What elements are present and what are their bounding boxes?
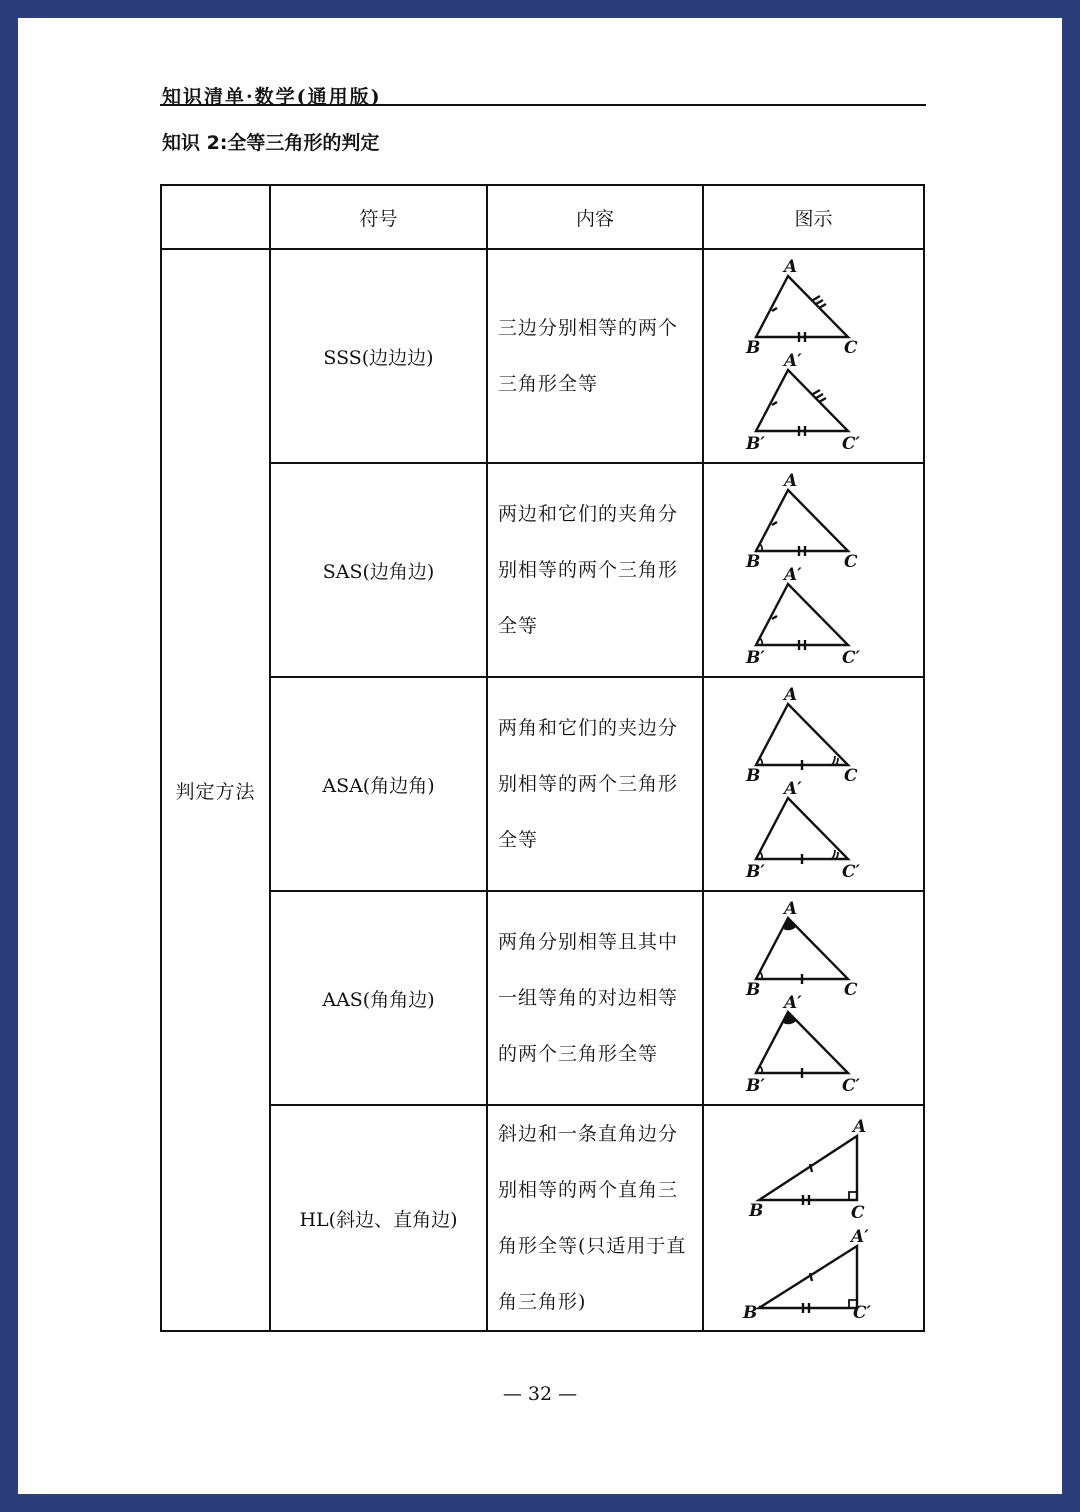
running-header: 知识清单·数学(通用版) xyxy=(162,86,382,108)
vertex-label-b-prime: B′ xyxy=(745,434,765,454)
vertex-label-b: B xyxy=(745,766,760,786)
vertex-label-a-prime: A′ xyxy=(850,1227,869,1247)
vertex-label-a: A xyxy=(852,1117,866,1137)
content-cell: 两角和它们的夹边分别相等的两个三角形全等 xyxy=(487,677,703,891)
vertex-label-c-prime: C′ xyxy=(841,862,860,882)
vertex-label-b-prime: B′ xyxy=(745,862,765,882)
content-cell: 斜边和一条直角边分别相等的两个直角三角形全等(只适用于直角三角形) xyxy=(487,1105,703,1331)
header-rule xyxy=(160,104,926,106)
vertex-label-c: C xyxy=(843,980,858,1000)
vertex-label-c: C xyxy=(850,1203,865,1223)
page-number: — 32 — xyxy=(502,1383,578,1405)
vertex-label-b-prime: B′ xyxy=(745,648,765,668)
vertex-label-b: B xyxy=(745,338,760,358)
method-label: 判定方法 xyxy=(161,249,270,1331)
vertex-label-c-prime: C′ xyxy=(852,1303,871,1320)
vertex-label-c: C xyxy=(843,552,858,572)
table-row xyxy=(161,249,924,463)
vertex-label-a-prime: A′ xyxy=(783,351,802,371)
vertex-label-b-prime: B′ xyxy=(742,1303,762,1320)
figure-cell xyxy=(703,1105,924,1331)
column-header-symbol: 符号 xyxy=(270,185,487,249)
symbol-cell: SSS(边边边) xyxy=(270,249,487,463)
table-row xyxy=(161,1105,924,1331)
column-header-blank xyxy=(161,185,270,249)
vertex-label-a-prime: A′ xyxy=(783,779,802,799)
vertex-label-c-prime: C′ xyxy=(841,648,860,668)
vertex-label-b: B xyxy=(745,980,760,1000)
table-row xyxy=(161,463,924,677)
column-header-content: 内容 xyxy=(487,185,703,249)
page xyxy=(18,18,1062,1494)
content-cell: 三边分别相等的两个三角形全等 xyxy=(487,249,703,463)
vertex-label-a: A xyxy=(783,685,797,705)
symbol-cell: AAS(角角边) xyxy=(270,891,487,1105)
symbol-cell: ASA(角边角) xyxy=(270,677,487,891)
vertex-label-a-prime: A′ xyxy=(783,565,802,585)
table-header-row xyxy=(161,185,924,249)
vertex-label-c-prime: C′ xyxy=(841,434,860,454)
vertex-label-b: B xyxy=(745,552,760,572)
vertex-label-a-prime: A′ xyxy=(783,993,802,1013)
asa-triangles-icon xyxy=(744,684,884,884)
content-cell: 两角分别相等且其中一组等角的对边相等的两个三角形全等 xyxy=(487,891,703,1105)
table-row xyxy=(161,891,924,1105)
congruence-table xyxy=(160,184,925,1332)
column-header-figure: 图示 xyxy=(703,185,924,249)
vertex-label-c: C xyxy=(843,338,858,358)
aas-triangles-icon xyxy=(744,898,884,1098)
vertex-label-a: A xyxy=(783,899,797,919)
vertex-label-a: A xyxy=(783,257,797,277)
vertex-label-c: C xyxy=(843,766,858,786)
sas-triangles-icon xyxy=(744,470,884,670)
vertex-label-a: A xyxy=(783,471,797,491)
vertex-label-b-prime: B′ xyxy=(745,1076,765,1096)
figure-cell xyxy=(703,891,924,1105)
sss-triangles-icon xyxy=(744,256,884,456)
figure-cell xyxy=(703,463,924,677)
figure-cell xyxy=(703,677,924,891)
table-row xyxy=(161,677,924,891)
hl-right-triangles-icon xyxy=(739,1116,889,1320)
symbol-cell: HL(斜边、直角边) xyxy=(270,1105,487,1331)
vertex-label-b: B xyxy=(748,1201,763,1221)
figure-cell xyxy=(703,249,924,463)
symbol-cell: SAS(边角边) xyxy=(270,463,487,677)
content-cell: 两边和它们的夹角分别相等的两个三角形全等 xyxy=(487,463,703,677)
vertex-label-c-prime: C′ xyxy=(841,1076,860,1096)
section-title: 知识 2:全等三角形的判定 xyxy=(162,132,380,154)
